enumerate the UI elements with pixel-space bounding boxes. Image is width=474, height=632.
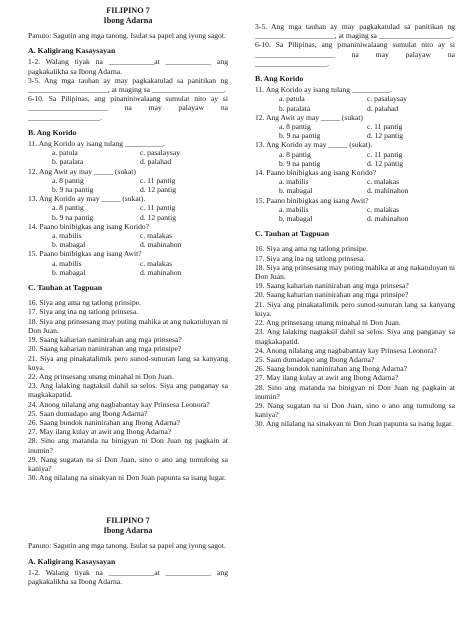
option: b. mabagal [52, 267, 86, 277]
question-16-right: 16. Siya ang ama ng tatlong prinsipe. [255, 244, 369, 254]
option: c. 11 pantig [140, 175, 176, 185]
instructions-2: Panuto: Sagutin ang mga tanong. Isulat sa papel ang iyong sagot. [28, 541, 226, 551]
tauhan-list-right [255, 244, 455, 428]
section-c-heading-right: C. Tauhan at Tagpuan [255, 229, 330, 239]
question-14-options-right [255, 177, 455, 195]
question-30: 30. Ang nilalang na sinakyan ni Don Juan papunta sa isang lugar. [28, 473, 227, 483]
question-14-options [28, 231, 228, 249]
option: a. mabilis [52, 258, 82, 268]
question-20: 20. Saang kaharian naninirahan ang mga prinsipe? [28, 344, 182, 354]
question-13-right: 13. Ang Korido ay may _____ (sukat). [255, 140, 373, 150]
question-28: 28. Sino ang matanda na binigyan ni Don Juan ng pagkain at inumin? [28, 436, 228, 455]
question-25-right: 25. Saan dumadapo ang Ibong Adarna? [255, 354, 375, 364]
section-b-heading-right: B. Ang Korido [255, 74, 304, 84]
question-1-2-repeat: 1-2. Walang tiyak na ____________at ____________ ang pagkakalikha sa Ibong Adarna. [28, 567, 228, 586]
section-a-heading-2: A. Kaligirang Kasaysayan [28, 556, 116, 566]
question-17-right: 17. Siya ang ina ng tatlong prinsesa. [255, 253, 366, 263]
question-6-10: 6-10. Sa Pilipinas, ang pinaniniwalaang sumulat nito ay si _____________________ na may palayaw na ___________________. [28, 94, 228, 122]
question-20-right: 20. Saang kaharian naninirahan ang mga prinsipe? [255, 290, 409, 300]
question-11: 11. Ang Korido ay isang tulang __________. [28, 139, 165, 149]
option: b. patalata [52, 157, 84, 167]
question-28-right: 28. Sino ang matanda na binigyan ni Don Juan ng pagkain at inumin? [255, 382, 455, 401]
tauhan-list [28, 298, 228, 482]
question-13-options [28, 203, 228, 221]
question-13-options-right [255, 150, 455, 168]
question-13: 13. Ang Korido ay may _____ (sukat). [28, 194, 146, 204]
option: a. mabilis [279, 177, 309, 187]
option: a. 8 pantig [52, 203, 84, 213]
section-b-heading: B. Ang Korido [28, 127, 77, 137]
option: c. malakas [140, 231, 173, 241]
question-12: 12. Ang Awit ay may _____ (sukat) [28, 166, 136, 176]
question-17: 17. Siya ang ina ng tatlong prinsesa. [28, 307, 139, 317]
option: a. patula [52, 148, 78, 158]
question-12-options-right [255, 122, 455, 140]
right-column [255, 22, 455, 429]
question-12-options [28, 176, 228, 194]
option: c. 11 pantig [367, 149, 403, 159]
option: c. 11 pantig [140, 203, 176, 213]
left-column [28, 0, 228, 586]
question-15: 15. Paano binibigkas ang isang Awit? [28, 249, 142, 259]
question-18-right: 18. Siya ang prinsesang may puting mahika at ang nakatuluyan ni Don Juan. [255, 262, 455, 282]
question-22: 22. Ang prinsesang unang minahal ni Don Juan. [28, 371, 174, 381]
option: a. mabilis [52, 231, 82, 241]
question-22-right: 22. Ang prinsesang unang minahal ni Don Juan. [255, 318, 401, 328]
option: d. 12 pantig [140, 212, 177, 222]
option: d. 12 pantig [367, 158, 404, 168]
question-19-right: 19. Saang kaharian naninirahan ang mga prinsesa? [255, 281, 409, 291]
question-29-right: 29. Nang sugatan na si Don Juan, sino o ano ang tumulong sa kaniya? [255, 400, 455, 420]
question-21: 21. Siya ang pinakatalimik pero sunod-sunuran lang sa kanyang kuya. [28, 353, 228, 372]
option: c. 11 pantig [367, 122, 403, 132]
question-16: 16. Siya ang ama ng tatlong prinsipe. [28, 298, 142, 308]
question-24-right: 24. Anong nilalang ang nagbabantay kay Prinsesa Leonora? [255, 345, 437, 355]
option: c. malakas [367, 177, 400, 187]
option: a. 8 pantig [52, 175, 84, 185]
option: b. 9 na pantig [279, 131, 321, 141]
question-11-options-right [255, 94, 455, 112]
page-subtitle-2: Ibong Adarna [103, 525, 153, 535]
instructions: Panuto: Sagutin ang mga tanong. Isulat sa papel ang iyong sagot. [28, 31, 226, 40]
option: a. mabilis [279, 204, 309, 214]
option: d. mahinahon [367, 186, 409, 196]
question-29: 29. Nang sugatan na si Don Juan, sino o ano ang tumulong sa kaniya? [28, 454, 228, 473]
option: c. pasalaysay [140, 148, 181, 158]
option: c. malakas [367, 204, 400, 214]
question-11-right: 11. Ang Korido ay isang tulang __________. [255, 85, 392, 95]
option: c. malakas [140, 258, 173, 268]
question-15-options-right [255, 205, 455, 223]
option: d. palahad [140, 157, 172, 167]
option: d. mahinahon [140, 240, 182, 250]
option: b. mabagal [52, 240, 86, 250]
option: d. mahinahon [140, 267, 182, 277]
question-12-right: 12. Ang Awit ay may _____ (sukat) [255, 112, 363, 122]
option: b. 9 na pantig [52, 185, 94, 195]
option: d. 12 pantig [367, 131, 404, 141]
option: b. 9 na pantig [279, 158, 321, 168]
section-c-heading: C. Tauhan at Tagpuan [28, 283, 103, 293]
option: c. pasalaysay [367, 94, 408, 104]
question-1-2: 1-2. Walang tiyak na ____________at ____________ ang pagkakalikha sa Ibong Adarna. [28, 57, 228, 76]
question-24: 24. Anong nilalang ang nagbabantay kay Prinsesa Leonora? [28, 399, 210, 409]
question-15-options [28, 259, 228, 277]
question-6-10-right: 6-10. Sa Pilipinas, ang pinaniniwalaang sumulat nito ay si _____________________ na may palayaw na ___________________. [255, 40, 455, 68]
question-26: 26. Saang bundok naninirahan ang Ibong Adarna? [28, 417, 181, 427]
question-14: 14. Paano binibigkas ang isang Korido? [28, 221, 150, 231]
page-subtitle: Ibong Adarna [103, 15, 153, 25]
question-3-5: 3-5. Ang mga tauhan ay may pagkakatulad sa panitikan ng _____________________, at maging sa ___________________. [28, 75, 228, 95]
question-15-right: 15. Paano binibigkas ang isang Awit? [255, 195, 369, 205]
question-26-right: 26. Saang bundok naninirahan ang Ibong Adarna? [255, 364, 408, 374]
option: a. 8 pantig [279, 122, 311, 132]
option: d. palahad [367, 103, 399, 113]
question-23-right: 23. Ang lalaking nagtaksil dahil sa selos. Siya ang panganay sa magkakapatid. [255, 327, 455, 346]
question-11-options [28, 148, 228, 166]
question-23: 23. Ang lalaking nagtaksil dahil sa selos. Siya ang panganay sa magkakapatid. [28, 381, 228, 400]
question-30-right: 30. Ang nilalang na sinakyan ni Don Juan papunta sa isang lugar. [255, 419, 454, 429]
question-25: 25. Saan dumadapo ang Ibong Adarna? [28, 408, 148, 418]
question-18: 18. Siya ang prinsesang may puting mahika at ang nakatuluyan ni Don Juan. [28, 316, 228, 335]
section-a-heading: A. Kaligirang Kasaysayan [28, 46, 116, 56]
page-title: FILIPINO 7 [106, 6, 150, 15]
option: b. mabagal [279, 214, 313, 224]
question-3-5-right: 3-5. Ang mga tauhan ay may pagkakatulad sa panitikan ng _____________________, at maging sa ___________________. [255, 22, 455, 41]
option: b. patalata [279, 103, 311, 113]
option: b. 9 na pantig [52, 212, 94, 222]
page-title-2: FILIPINO 7 [106, 516, 150, 526]
question-14-right: 14. Paano binibigkas ang isang Korido? [255, 168, 377, 178]
option: d. 12 pantig [140, 185, 177, 195]
option: a. 8 pantig [279, 149, 311, 159]
question-21-right: 21. Siya ang pinakatalimik pero sunod-sunuran lang sa kanyang kuya. [255, 299, 455, 318]
option: d. mahinahon [367, 214, 409, 224]
question-27-right: 27. May ilang kulay at awit ang Ibong Adarna? [255, 373, 399, 383]
question-27: 27. May ilang kulay at awit ang Ibong Adarna? [28, 427, 172, 437]
option: a. patula [279, 94, 305, 104]
option: b. mabagal [279, 186, 313, 196]
question-19: 19. Saang kaharian naninirahan ang mga prinsesa? [28, 335, 182, 345]
